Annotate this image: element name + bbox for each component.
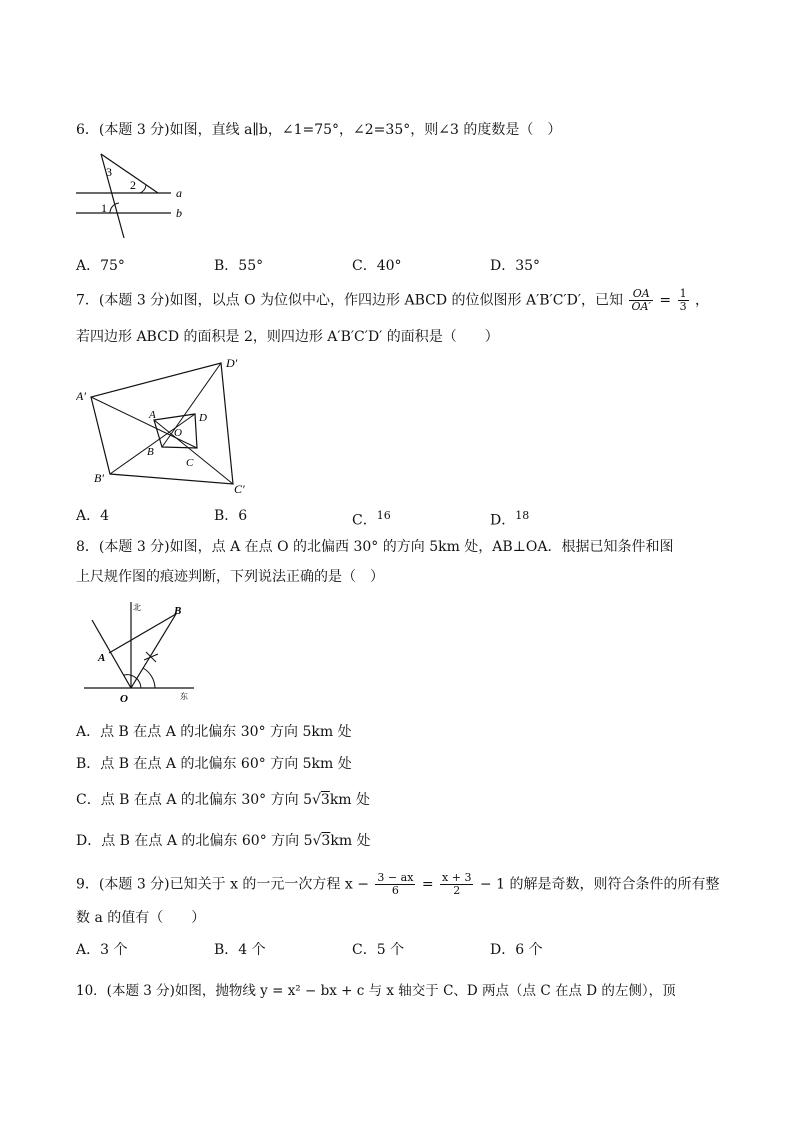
segment-ab	[109, 614, 176, 653]
angle2-arc	[140, 185, 146, 193]
q7-stem-line2: 若四边形 ABCD 的面积是 2，则四边形 A′B′C′D′ 的面积是（ ）	[76, 329, 499, 345]
q8-label-o: O	[120, 693, 128, 705]
q7-option-d-prefix: D．	[490, 512, 516, 529]
transversal	[101, 154, 124, 238]
q7-label-o: O	[174, 427, 182, 439]
q8-stem-line1: 8．(本题 3 分)如图，点 A 在点 O 的北偏西 30° 的方向 5km 处，AB⊥OA．根据已知条件和图	[76, 539, 674, 555]
q8-option-d	[76, 831, 371, 851]
q6-stem: 6．(本题 3 分)如图，直线 a∥b，∠1=75°，∠2=35°，则∠3 的度数是（ ）	[76, 122, 562, 138]
q9-frac1-den: 6	[391, 884, 399, 897]
q8-option-a: A．点 B 在点 A 的北偏东 30° 方向 5km 处	[76, 724, 352, 740]
q8-option-c-pre: C．点 B 在点 A 的北偏东 30° 方向 5	[76, 792, 312, 808]
q7-option-b: B．6	[214, 508, 248, 524]
q7-label-a: A	[149, 409, 156, 421]
q8-option-b: B．点 B 在点 A 的北偏东 60° 方向 5km 处	[76, 756, 352, 772]
q7-stem-line1	[76, 288, 709, 313]
line-ap-c	[91, 397, 197, 448]
q6-option-d: D．35°	[490, 258, 541, 274]
line-bp-d	[110, 414, 195, 474]
q9-option-b: B．4 个	[214, 942, 266, 958]
q9-option-c: C．5 个	[352, 942, 405, 958]
q9-eq: =	[421, 876, 434, 893]
q7-label-dp: D′	[226, 356, 238, 370]
q7-frac-num: OA	[629, 288, 652, 301]
q7-option-d-value: 18	[515, 509, 530, 522]
q8-option-d-pre: D．点 B 在点 A 的北偏东 60° 方向 5	[76, 833, 313, 849]
q6-label-b: b	[176, 206, 182, 220]
q7-figure	[76, 352, 256, 500]
q9-fraction-1	[375, 872, 415, 897]
q6-label-a: a	[176, 186, 182, 200]
q7-ratio-value	[678, 288, 689, 313]
outer-quadrilateral	[91, 363, 233, 484]
q6-option-b: B．55°	[214, 258, 264, 274]
q6-option-a: A．75°	[76, 258, 125, 274]
line-cp-a	[154, 420, 233, 484]
q8-label-east: 东	[180, 692, 188, 701]
q7-option-c-prefix: C．	[352, 512, 377, 529]
q9-stem-line2: 数 a 的值有（ ）	[76, 910, 206, 926]
q7-label-d: D	[199, 412, 207, 424]
q8-option-d-sqrt: √3	[312, 833, 331, 849]
q6-label-3: 3	[106, 165, 112, 179]
q8-option-c-radicand: 3	[320, 792, 330, 808]
q7-option-c-value: 16	[376, 509, 391, 522]
q8-figure	[76, 598, 206, 706]
angle1-arc	[110, 203, 119, 213]
q6-label-1: 1	[101, 201, 107, 215]
q6-label-2: 2	[130, 178, 136, 192]
ray-ob	[131, 614, 176, 688]
q6-option-c: C．40°	[352, 258, 402, 274]
q9-stem-post: − 1 的解是奇数，则符合条件的所有整	[479, 876, 720, 893]
q7-label-c: C	[186, 457, 194, 469]
q8-option-c	[76, 790, 370, 810]
q6-figure	[76, 150, 196, 242]
q7-ratio-fraction	[629, 288, 652, 313]
q8-stem-line2: 上尺规作图的痕迹判断，下列说法正确的是（ ）	[76, 569, 384, 585]
q7-label-cp: C′	[234, 482, 245, 496]
q7-eq: =	[659, 292, 672, 309]
q8-option-c-sqrt: √3	[311, 792, 330, 808]
q8-label-b: B	[174, 605, 182, 617]
q7-option-d	[490, 506, 529, 531]
q7-label-b: B	[147, 446, 154, 458]
q7-comma: ，	[695, 292, 710, 309]
q9-frac1-num: 3 − ax	[377, 871, 414, 884]
q7-frac2-den: 3	[679, 300, 687, 313]
q9-frac2-num: x + 3	[442, 871, 472, 884]
construction-arc-large	[143, 668, 155, 688]
q7-label-bp: B′	[94, 471, 104, 485]
q7-option-a: A．4	[76, 508, 110, 524]
q10-stem: 10．(本题 3 分)如图，抛物线 y = x² − bx + c 与 x 轴交于 C、D 两点（点 C 在点 D 的左侧），顶	[76, 983, 676, 999]
q7-option-c	[352, 506, 391, 531]
q9-option-a: A．3 个	[76, 942, 128, 958]
q7-frac2-num: 1	[679, 287, 687, 300]
q9-stem-line1	[76, 872, 719, 897]
q9-fraction-2	[440, 872, 473, 897]
q8-label-north: 北	[133, 603, 141, 612]
q7-stem-text: 7．(本题 3 分)如图，以点 O 为位似中心，作四边形 ABCD 的位似图形 A′B′C′D′，已知	[76, 292, 624, 309]
q8-label-a: A	[98, 652, 106, 664]
q9-option-d: D．6 个	[490, 942, 543, 958]
q9-stem-pre: 9．(本题 3 分)已知关于 x 的一元一次方程 x −	[76, 876, 369, 893]
q8-option-d-post: km 处	[330, 833, 371, 849]
q8-option-d-radicand: 3	[321, 833, 331, 849]
q7-frac-den: OA′	[631, 300, 651, 313]
q8-option-c-post: km 处	[329, 792, 371, 808]
q7-label-ap: A′	[76, 389, 86, 403]
q9-frac2-den: 2	[453, 884, 461, 897]
